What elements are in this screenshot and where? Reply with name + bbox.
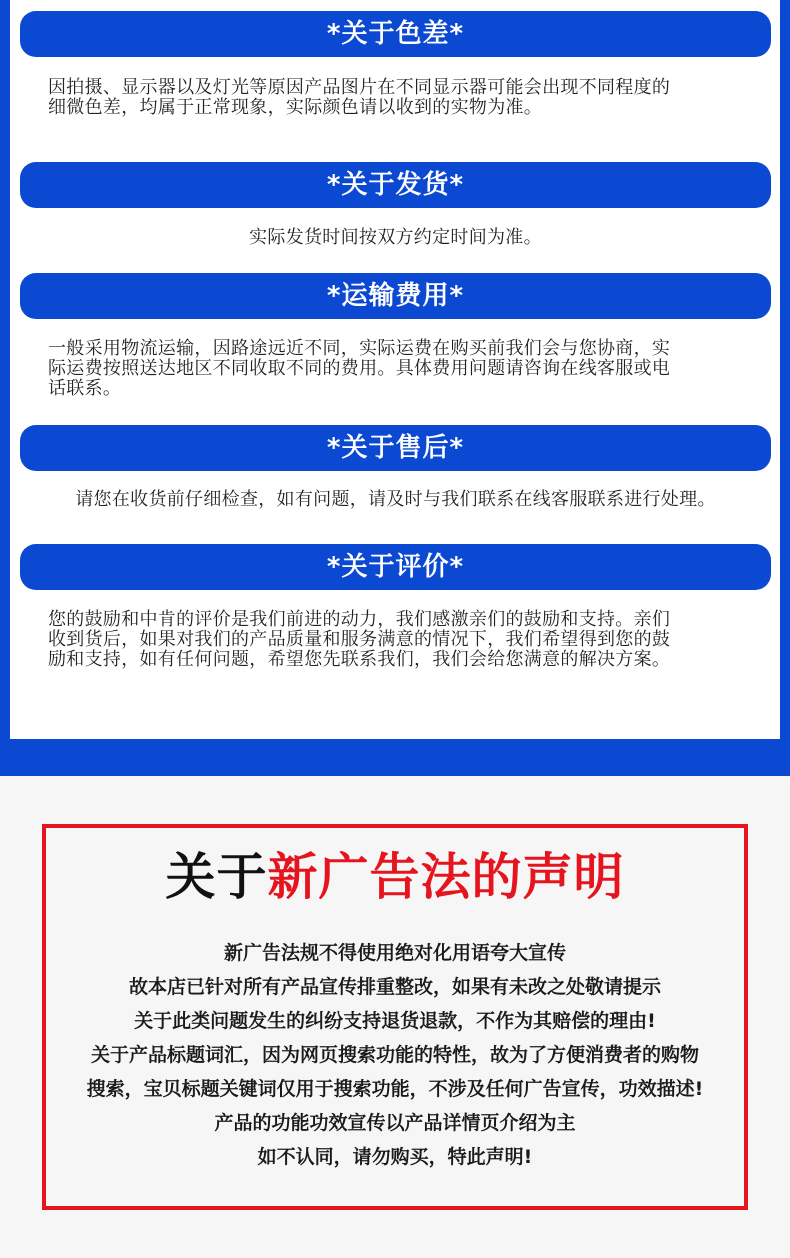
body-line: 收到货后，如果对我们的产品质量和服务满意的情况下，我们希望得到您的鼓 xyxy=(48,629,671,650)
body-line: 请您在收货前仔细检查，如有问题，请及时与我们联系在线客服联系进行处理。 xyxy=(75,489,716,510)
body-line: 您的鼓励和中肯的评价是我们前进的动力，我们感激亲们的鼓励和支持。亲们 xyxy=(48,609,671,630)
section-heading-freight: *运输费用* xyxy=(20,273,771,319)
ad-law-statement-box xyxy=(42,824,748,1210)
statement-lines xyxy=(46,936,744,1174)
section-body-reviews xyxy=(48,610,748,670)
statement-title-highlight: 新广告法的声明 xyxy=(267,848,625,906)
statement-line: 产品的功能功效宣传以产品详情页介绍为主 xyxy=(214,1112,576,1134)
section-body-shipping xyxy=(20,228,771,248)
statement-line: 故本店已针对所有产品宣传排重整改，如果有未改之处敬请提示 xyxy=(128,976,661,998)
section-body-color-difference xyxy=(48,78,748,118)
statement-title xyxy=(46,846,744,908)
statement-line: 如不认同，请勿购买，特此声明! xyxy=(257,1146,533,1168)
body-line: 细微色差，均属于正常现象，实际颜色请以收到的实物为准。 xyxy=(48,97,543,118)
body-line: 话联系。 xyxy=(48,378,122,399)
statement-line: 新广告法规不得使用绝对化用语夸大宣传 xyxy=(223,942,566,964)
section-heading-after-sales: *关于售后* xyxy=(20,425,771,471)
section-heading-reviews: *关于评价* xyxy=(20,544,771,590)
section-body-after-sales xyxy=(20,490,771,510)
body-line: 因拍摄、显示器以及灯光等原因产品图片在不同显示器可能会出现不同程度的 xyxy=(48,77,671,98)
statement-line: 关于此类问题发生的纠纷支持退货退款，不作为其赔偿的理由! xyxy=(134,1010,656,1032)
statement-title-prefix: 关于 xyxy=(165,848,268,906)
body-line: 一般采用物流运输，因路途远近不同，实际运费在购买前我们会与您协商，实 xyxy=(48,338,671,359)
statement-line: 关于产品标题词汇，因为网页搜索功能的特性，故为了方便消费者的购物 xyxy=(90,1044,699,1066)
body-line: 际运费按照送达地区不同收取不同的费用。具体费用问题请咨询在线客服或电 xyxy=(48,358,671,379)
section-heading-shipping: *关于发货* xyxy=(20,162,771,208)
body-line: 励和支持，如有任何问题，希望您先联系我们，我们会给您满意的解决方案。 xyxy=(48,649,671,670)
section-body-freight xyxy=(48,339,748,399)
statement-line: 搜索，宝贝标题关键词仅用于搜索功能，不涉及任何广告宣传，功效描述! xyxy=(86,1078,704,1100)
body-line: 实际发货时间按双方约定时间为准。 xyxy=(249,227,542,248)
section-heading-color-difference: *关于色差* xyxy=(20,11,771,57)
